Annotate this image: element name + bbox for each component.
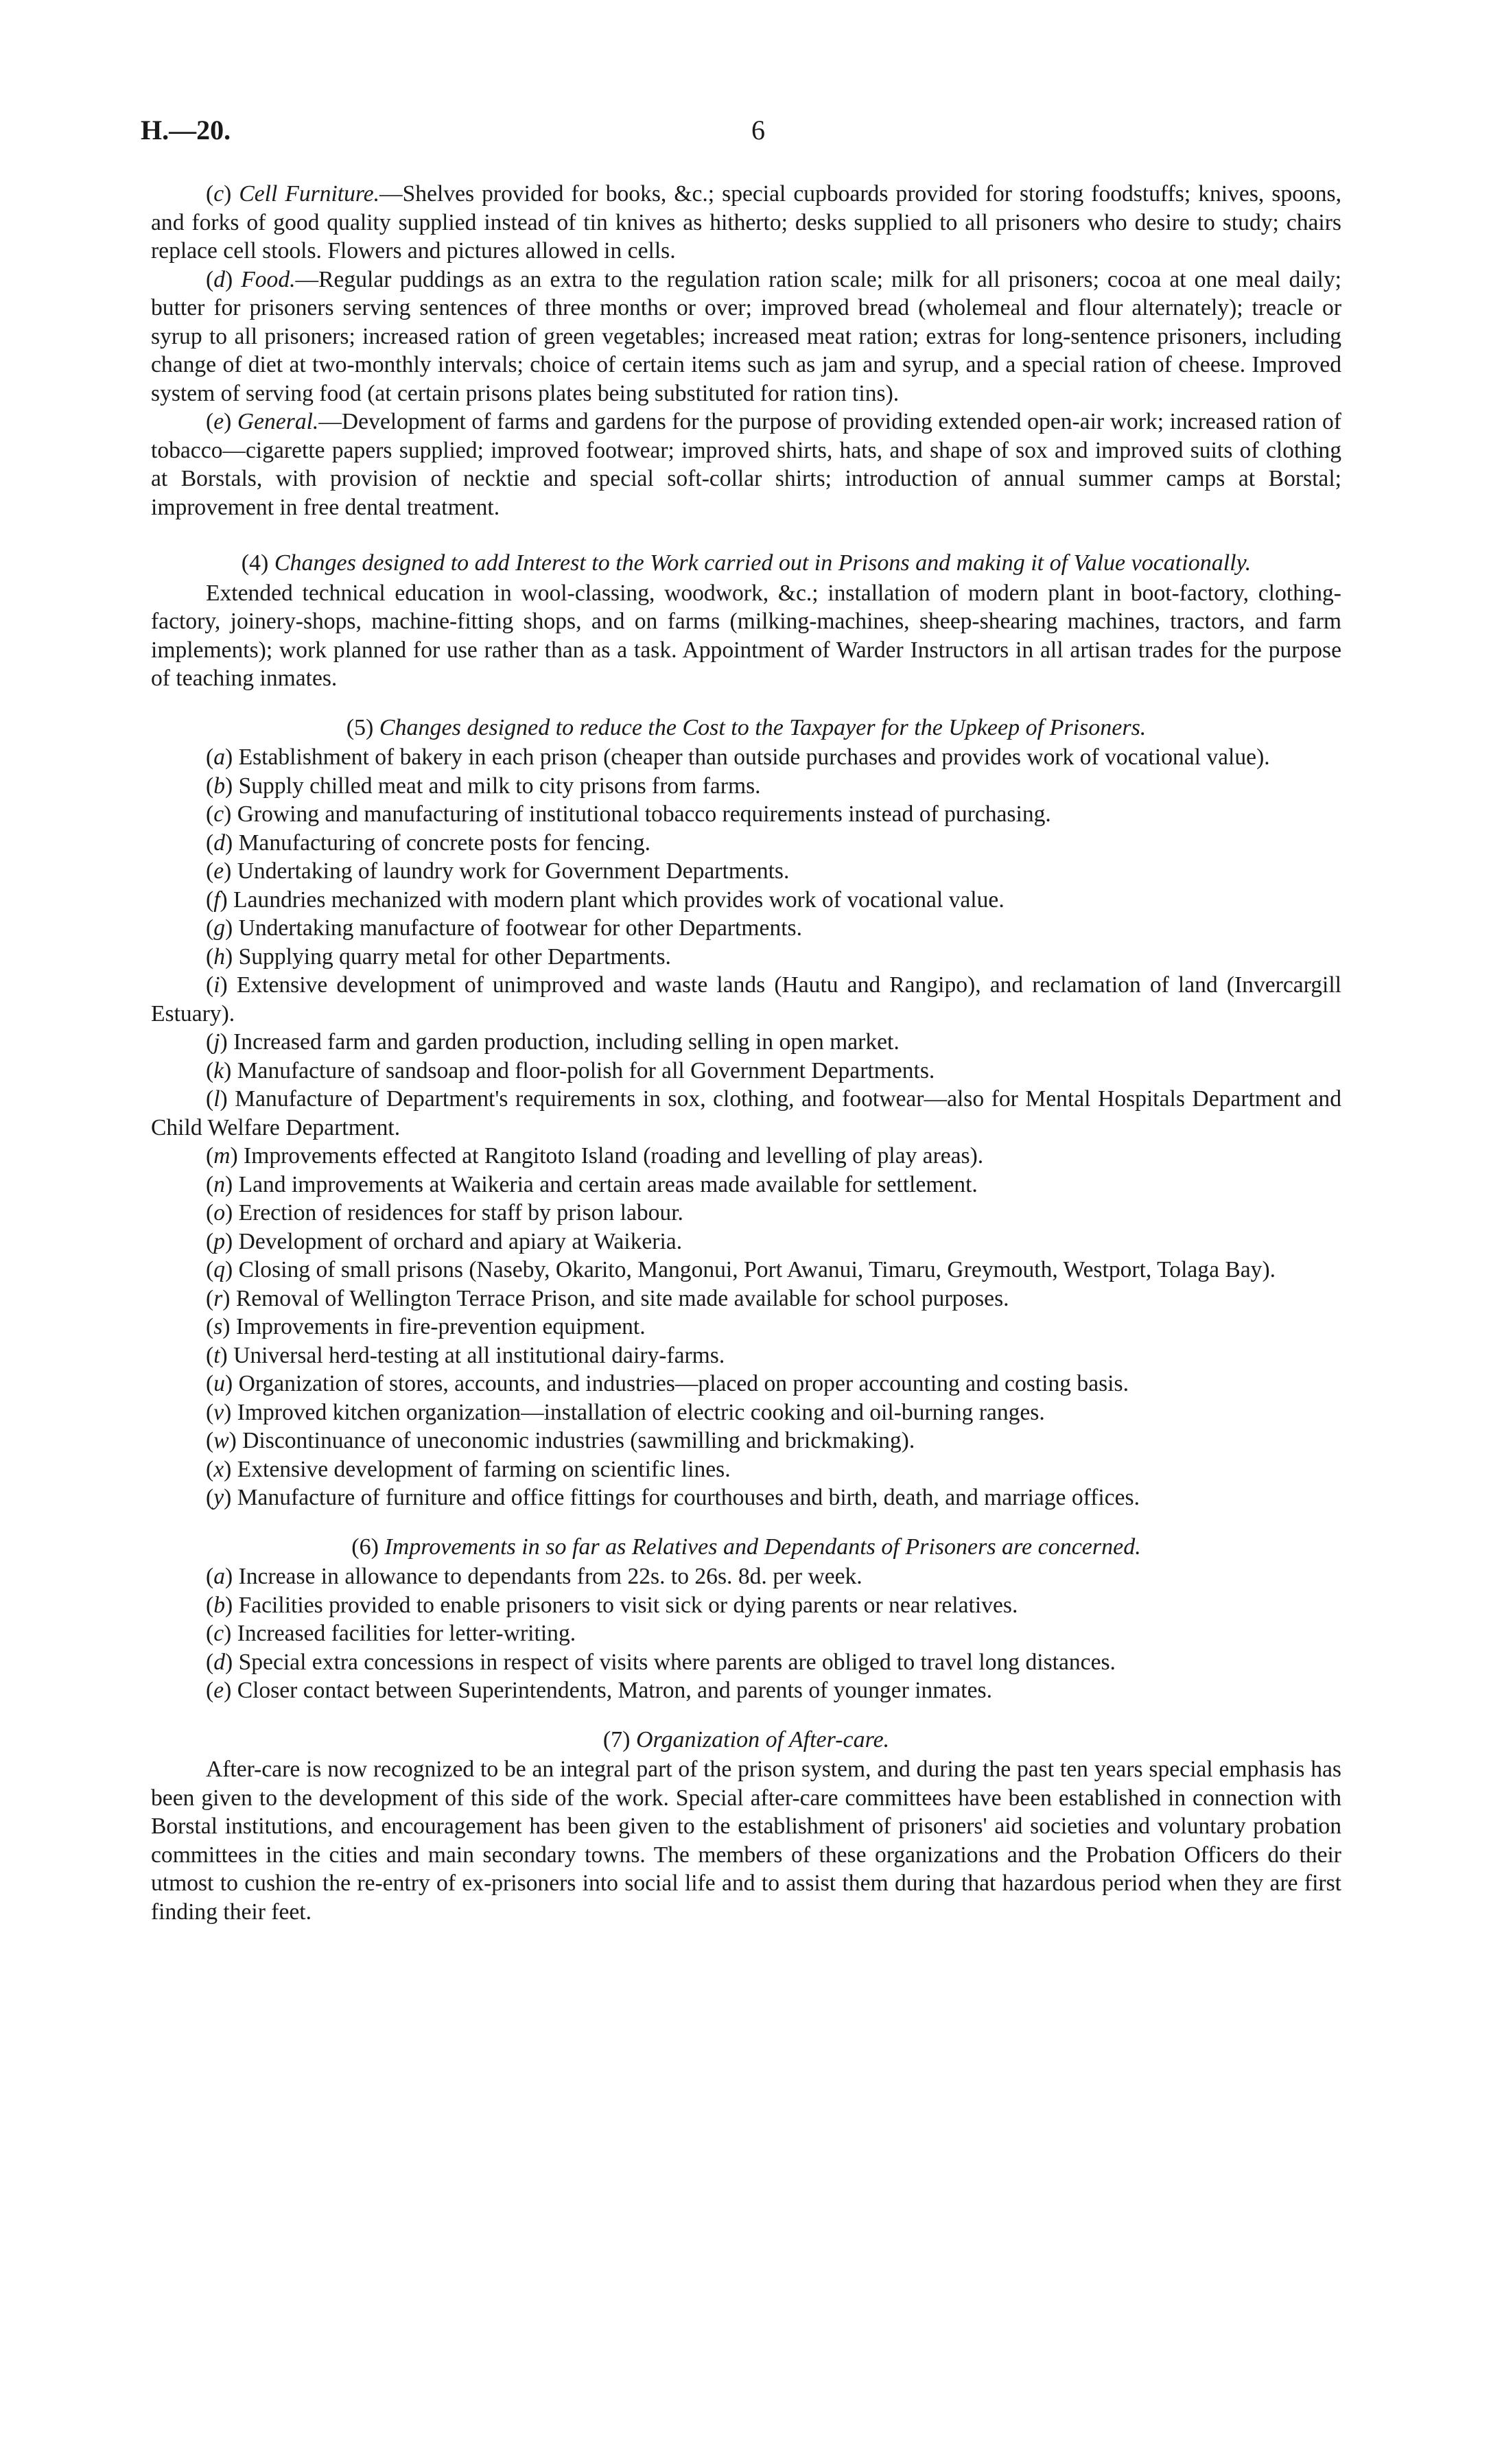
item-label-letter: g xyxy=(213,915,225,941)
item-text: Removal of Wellington Terrace Prison, and site made available for school purposes. xyxy=(235,1285,1009,1311)
section-7-title: Organization of After-care. xyxy=(635,1726,890,1752)
item-label-letter: d xyxy=(213,1649,225,1675)
item-label-close: ) xyxy=(224,1171,233,1197)
item-label-letter: c xyxy=(213,181,224,207)
item-text: Extensive development of unimproved and waste lands (Hautu and Rangipo), and reclamation of land (Invercargill Estuary). xyxy=(151,972,1341,1026)
item-label-open: ( xyxy=(206,943,214,970)
item-text: Increase in allowance to dependants from 22s. to 26s. 8d. per week. xyxy=(238,1564,862,1589)
item-label-letter: w xyxy=(213,1428,229,1453)
section-7-number: (7) xyxy=(602,1726,631,1752)
item-label-letter: m xyxy=(213,1143,231,1169)
item-label-close: ) xyxy=(224,858,232,884)
list-item xyxy=(151,1142,1341,1171)
item-label-open: ( xyxy=(206,1485,214,1510)
item-label-open: ( xyxy=(206,1678,214,1703)
item-text: —Regular puddings as an extra to the regulation ration scale; milk for all prisoners; cocoa at one meal daily; butter for prisoners serving sentences of three months or over; improved bread (wholemeal and flour alternately); treacle or syrup to all prisoners; increased ration of green vegetables; increased meat ration; extras for long-sentence prisoners, including change of diet at two-monthly intervals; choice of certain items such as jam and syrup, and a special ration of cheese. Improved system of serving food (at certain prisons plates being substituted for ration tins). xyxy=(151,266,1341,406)
item-label-open: ( xyxy=(206,744,214,770)
list-item xyxy=(151,800,1341,829)
list-item xyxy=(151,1256,1341,1284)
item-text: Undertaking manufacture of footwear for other Departments. xyxy=(238,915,802,941)
item-label-open: ( xyxy=(206,1086,214,1112)
item-label-close: ) xyxy=(220,1086,228,1112)
item-label-letter: e xyxy=(213,858,224,884)
section-4-heading xyxy=(151,549,1341,578)
item-label-open: ( xyxy=(206,1371,214,1396)
page-header xyxy=(141,114,1338,155)
list-item xyxy=(151,1085,1341,1142)
item-text: Improved kitchen organization—installation of electric cooking and oil-burning ranges. xyxy=(237,1399,1045,1425)
list-item xyxy=(151,886,1341,915)
item-text: Improvements in fire-prevention equipment. xyxy=(235,1314,646,1339)
list-item xyxy=(151,1455,1341,1484)
item-label-open: ( xyxy=(206,1342,214,1368)
item-label-open: ( xyxy=(206,1029,214,1055)
list-item xyxy=(151,943,1341,972)
list-item xyxy=(151,1427,1341,1455)
item-label-open: ( xyxy=(206,915,214,941)
item-text: Improvements effected at Rangitoto Island (roading and levelling of play areas). xyxy=(244,1143,984,1169)
item-title: Food. xyxy=(241,266,296,292)
item-label-close: ) xyxy=(224,1057,232,1083)
item-text: Organization of stores, accounts, and industries—placed on proper accounting and costing basis. xyxy=(238,1371,1129,1396)
item-label-letter: e xyxy=(213,1678,224,1703)
item-label-close: ) xyxy=(220,972,228,998)
item-label-close: ) xyxy=(220,1342,228,1368)
item-label-open: ( xyxy=(206,1456,214,1482)
item-label-close: ) xyxy=(224,409,232,434)
item-label-letter: c xyxy=(213,801,224,827)
item-label-open: ( xyxy=(206,1428,214,1453)
list-item xyxy=(151,1398,1341,1427)
list-item xyxy=(151,772,1341,801)
item-label-open: ( xyxy=(206,266,214,292)
item-label-open: ( xyxy=(206,1285,214,1311)
item-text: Growing and manufacturing of institutional tobacco requirements instead of purchasing. xyxy=(237,801,1051,827)
item-text: Manufacturing of concrete posts for fencing. xyxy=(238,830,651,856)
section-6-list xyxy=(151,1562,1341,1705)
list-item xyxy=(151,829,1341,858)
item-label-letter: j xyxy=(213,1029,220,1055)
item-label-close: ) xyxy=(224,773,233,799)
section-5-list xyxy=(151,743,1341,1512)
list-item xyxy=(151,1483,1341,1512)
item-label-letter: h xyxy=(213,943,225,970)
list-item xyxy=(151,1341,1341,1370)
item-label-open: ( xyxy=(206,972,214,998)
item-label-letter: b xyxy=(213,1592,225,1618)
item-label-close: ) xyxy=(224,1371,233,1396)
list-item xyxy=(151,1370,1341,1398)
item-label-open: ( xyxy=(206,409,214,434)
list-item xyxy=(151,1591,1341,1620)
item-label-letter: e xyxy=(213,409,224,434)
page-number: 6 xyxy=(751,115,765,145)
item-label-close: ) xyxy=(224,1456,232,1482)
item-label-close: ) xyxy=(224,915,233,941)
item-label-close: ) xyxy=(222,1285,231,1311)
item-text: Manufacture of Department's requirements in sox, clothing, and footwear—also for Mental Hospitals Department and Child Welfare Department. xyxy=(151,1086,1341,1140)
list-item xyxy=(151,1313,1341,1341)
item-text: Universal herd-testing at all institutional dairy-farms. xyxy=(233,1342,725,1368)
item-text: —Development of farms and gardens for the purpose of providing extended open-air work; increased ration of tobacco—cigarette papers supplied; improved footwear; improved shirts, hats, and shape of sox and improved suits of clothing at Borstals, with provision of necktie and special soft-collar shirts; introduction of annual summer camps at Borstal; improvement in free dental treatment. xyxy=(151,409,1341,520)
list-item xyxy=(151,857,1341,886)
list-item xyxy=(151,266,1341,408)
item-label-close: ) xyxy=(224,830,233,856)
item-label-letter: u xyxy=(213,1371,225,1396)
item-label-open: ( xyxy=(206,1621,214,1646)
item-label-close: ) xyxy=(224,1649,233,1675)
item-title: General. xyxy=(237,409,319,434)
list-item xyxy=(151,1057,1341,1086)
document-body xyxy=(151,180,1341,1926)
section-5-number: (5) xyxy=(346,714,374,740)
section-4-paragraph: Extended technical education in wool-classing, woodwork, &c.; installation of modern plant in boot-factory, clothing-factory, joinery-shops, machine-fitting shops, and on farms (milking-machines, sheep-shearing machines, tractors, and farm implements); work planned for use rather than as a task. Appointment of Warder Instructors in all artisan trades for the purpose of teaching inmates. xyxy=(151,580,1341,691)
item-label-close: ) xyxy=(224,1257,233,1282)
item-label-open: ( xyxy=(206,1399,214,1425)
list-item xyxy=(151,743,1341,772)
section-7-heading xyxy=(151,1726,1341,1755)
section-5-title: Changes designed to reduce the Cost to the Taxpayer for the Upkeep of Prisoners. xyxy=(379,714,1147,740)
document-code: H.—20. xyxy=(141,115,231,145)
list-item xyxy=(151,914,1341,943)
item-label-close: ) xyxy=(228,1428,237,1453)
list-item xyxy=(151,1228,1341,1256)
item-label-letter: s xyxy=(213,1314,223,1339)
item-label-close: ) xyxy=(224,943,233,970)
item-label-letter: i xyxy=(213,972,220,998)
item-text: Closing of small prisons (Naseby, Okarito, Mangonui, Port Awanui, Timaru, Greymouth, Westport, Tolaga Bay). xyxy=(238,1257,1276,1282)
item-label-close: ) xyxy=(224,744,233,770)
item-text: Closer contact between Superintendents, Matron, and parents of younger inmates. xyxy=(237,1678,992,1703)
list-item xyxy=(151,408,1341,521)
item-text: Discontinuance of uneconomic industries (sawmilling and brickmaking). xyxy=(242,1428,915,1453)
item-label-letter: a xyxy=(213,744,225,770)
item-text: Increased facilities for letter-writing. xyxy=(237,1621,576,1646)
item-label-letter: x xyxy=(213,1456,224,1482)
item-text: Extensive development of farming on scientific lines. xyxy=(237,1456,731,1482)
item-label-letter: k xyxy=(213,1057,224,1083)
item-label-open: ( xyxy=(206,1592,214,1618)
list-item xyxy=(151,971,1341,1028)
item-label-letter: y xyxy=(213,1485,224,1510)
list-item xyxy=(151,1171,1341,1199)
item-label-letter: n xyxy=(213,1171,225,1197)
item-label-open: ( xyxy=(206,1228,214,1254)
item-label-close: ) xyxy=(220,1029,228,1055)
item-label-close: ) xyxy=(224,801,232,827)
list-item xyxy=(151,1028,1341,1057)
list-item xyxy=(151,1676,1341,1705)
item-label-open: ( xyxy=(206,1649,214,1675)
item-label-open: ( xyxy=(206,1564,214,1589)
item-text: Supply chilled meat and milk to city prisons from farms. xyxy=(238,773,761,799)
section-3-continued xyxy=(151,180,1341,521)
item-label-letter: o xyxy=(213,1200,225,1225)
item-label-close: ) xyxy=(224,1564,233,1589)
item-label-open: ( xyxy=(206,1171,214,1197)
item-text: —Shelves provided for books, &c.; special cupboards provided for storing foodstuffs; knives, spoons, and forks of good quality supplied instead of tin knives as hitherto; desks supplied to all prisoners who desire to study; chairs replace cell stools. Flowers and pictures allowed in cells. xyxy=(151,181,1342,263)
item-label-open: ( xyxy=(206,801,214,827)
item-label-letter: t xyxy=(213,1342,220,1368)
item-text: Manufacture of sandsoap and floor-polish for all Government Departments. xyxy=(237,1057,935,1083)
item-label-letter: d xyxy=(213,266,225,292)
item-label-open: ( xyxy=(206,1314,214,1339)
item-text: Manufacture of furniture and office fittings for courthouses and birth, death, and marriage offices. xyxy=(237,1485,1140,1510)
list-item xyxy=(151,1284,1341,1313)
item-label-letter: q xyxy=(213,1257,225,1282)
item-label-letter: r xyxy=(213,1285,223,1311)
item-label-close: ) xyxy=(220,887,228,913)
list-item xyxy=(151,1199,1341,1228)
item-label-close: ) xyxy=(224,1399,232,1425)
list-item xyxy=(151,1562,1341,1591)
item-label-letter: b xyxy=(213,773,225,799)
item-label-open: ( xyxy=(206,1200,214,1225)
item-label-open: ( xyxy=(206,773,214,799)
item-label-letter: d xyxy=(213,830,225,856)
item-label-letter: f xyxy=(213,887,220,913)
item-title: Cell Furniture. xyxy=(239,181,380,207)
item-label-close: ) xyxy=(224,1228,233,1254)
item-text: Land improvements at Waikeria and certain areas made available for settlement. xyxy=(238,1171,978,1197)
section-4-number: (4) xyxy=(241,550,269,576)
item-text: Special extra concessions in respect of visits where parents are obliged to travel long distances. xyxy=(238,1649,1116,1675)
list-item xyxy=(151,180,1341,266)
item-label-close: ) xyxy=(222,1314,231,1339)
item-text: Undertaking of laundry work for Government Departments. xyxy=(237,858,790,884)
item-label-letter: a xyxy=(213,1564,225,1589)
item-text: Increased farm and garden production, including selling in open market. xyxy=(233,1029,900,1055)
item-label-close: ) xyxy=(224,1200,233,1225)
item-text: Establishment of bakery in each prison (cheaper than outside purchases and provides work of vocational value). xyxy=(238,744,1270,770)
item-label-open: ( xyxy=(206,887,214,913)
item-label-close: ) xyxy=(224,266,233,292)
item-label-close: ) xyxy=(224,1621,232,1646)
list-item xyxy=(151,1619,1341,1648)
item-label-close: ) xyxy=(224,1678,232,1703)
item-label-open: ( xyxy=(206,1143,214,1169)
section-6-heading xyxy=(151,1533,1341,1562)
item-label-open: ( xyxy=(206,830,214,856)
item-text: Development of orchard and apiary at Waikeria. xyxy=(238,1228,683,1254)
section-5-heading xyxy=(151,714,1341,742)
item-text: Supplying quarry metal for other Departments. xyxy=(238,943,671,970)
item-label-letter: l xyxy=(213,1086,220,1112)
item-label-close: ) xyxy=(224,1592,233,1618)
item-label-letter: p xyxy=(213,1228,225,1254)
item-label-letter: v xyxy=(213,1399,224,1425)
item-label-letter: c xyxy=(213,1621,224,1646)
item-text: Facilities provided to enable prisoners to visit sick or dying parents or near relatives. xyxy=(238,1592,1018,1618)
item-label-open: ( xyxy=(206,1057,214,1083)
item-label-close: ) xyxy=(224,1485,232,1510)
item-text: Erection of residences for staff by prison labour. xyxy=(238,1200,683,1225)
section-4-title: Changes designed to add Interest to the Work carried out in Prisons and making it of Value vocationally. xyxy=(274,550,1252,576)
item-text: Laundries mechanized with modern plant which provides work of vocational value. xyxy=(233,887,1005,913)
list-item xyxy=(151,1648,1341,1677)
item-label-close: ) xyxy=(224,181,232,207)
section-6-title: Improvements in so far as Relatives and Dependants of Prisoners are concerned. xyxy=(384,1534,1141,1560)
item-label-open: ( xyxy=(206,1257,214,1282)
item-label-open: ( xyxy=(206,858,214,884)
section-7-paragraph: After-care is now recognized to be an integral part of the prison system, and during the past ten years special emphasis has been given to the development of this side of the work. Special after-care committees have been established in connection with Borstal institutions, and encouragement has been given to the establishment of prisoners' aid societies and voluntary probation committees in the cities and main secondary towns. The members of these organizations and the Probation Officers do their utmost to cushion the re-entry of ex-prisoners into social life and to assist them during that hazardous period when they are first finding their feet. xyxy=(151,1757,1341,1925)
section-6-number: (6) xyxy=(351,1534,379,1560)
item-label-open: ( xyxy=(206,181,214,207)
item-label-close: ) xyxy=(230,1143,238,1169)
